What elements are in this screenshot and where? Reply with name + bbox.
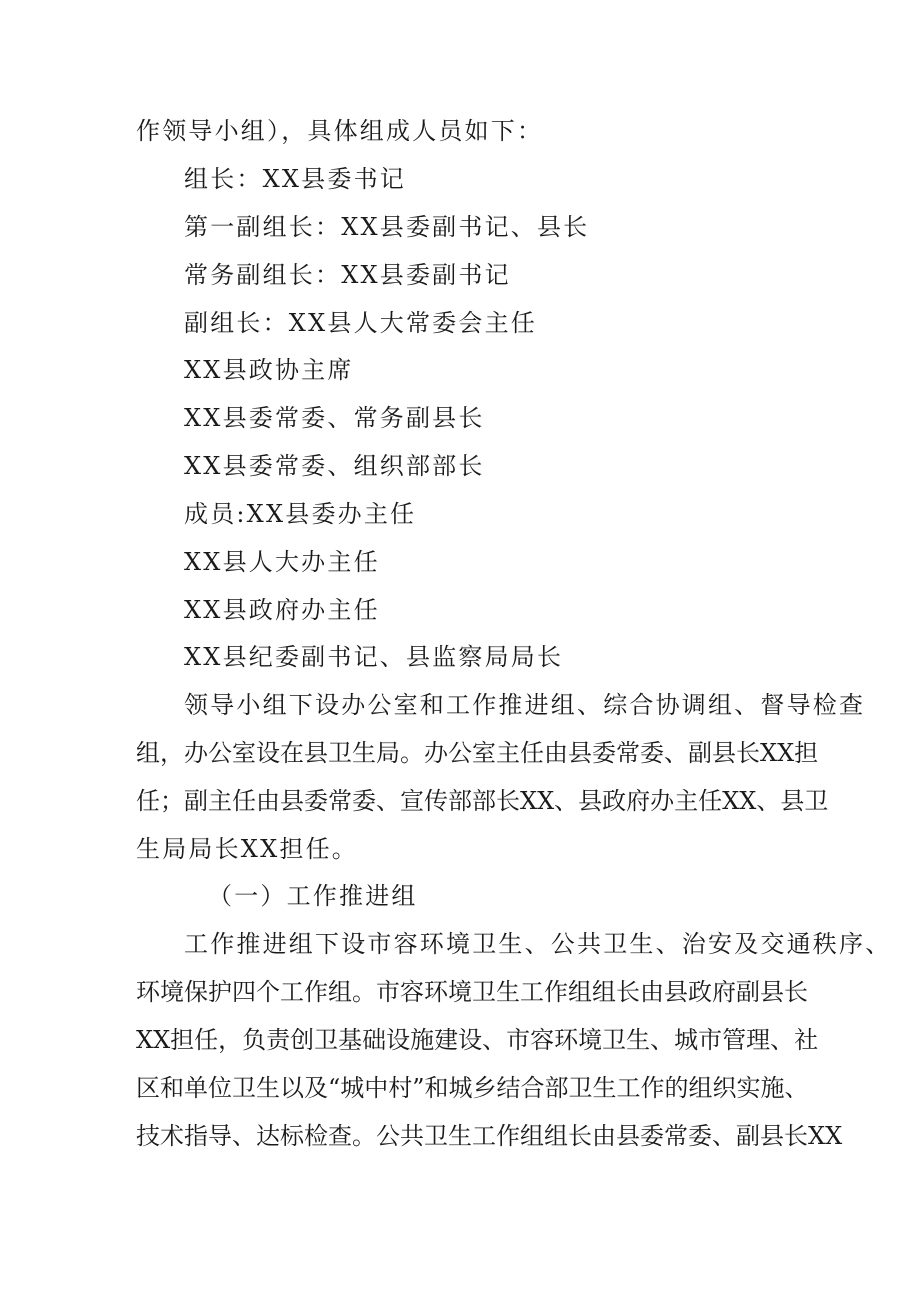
text-line: 技术指导、达标检查。公共卫生工作组组长由县委常委、副县长XX (136, 1122, 843, 1150)
text-line: 副组长：XX县人大常委会主任 (184, 309, 537, 337)
text-line: 成员:XX县委办主任 (184, 500, 417, 528)
text-line: 作领导小组），具体组成人员如下： (136, 117, 544, 145)
section-heading: （一）工作推进组 (208, 882, 418, 910)
text-line: 常务副组长：XX县委副书记 (184, 261, 511, 289)
text-line: XX县政府办主任 (184, 596, 380, 624)
text-line: 环境保护四个工作组。市容环境卫生工作组组长由县政府副县长 (136, 978, 808, 1006)
text-line: XX县人大办主任 (184, 548, 380, 576)
text-line: XX县委常委、常务副县长 (184, 404, 485, 432)
text-line: XX县纪委副书记、县监察局局长 (184, 643, 564, 671)
text-line: 第一副组长：XX县委副书记、县长 (184, 213, 590, 241)
text-line: 组长：XX县委书记 (184, 165, 406, 193)
text-line: 组，办公室设在县卫生局。办公室主任由县委常委、副县长XX担 (136, 739, 819, 767)
text-line: 生局局长XX担任。 (136, 835, 358, 863)
text-line: XX县委常委、组织部部长 (184, 452, 485, 480)
text-line: 区和单位卫生以及“城中村”和城乡结合部卫生工作的组织实施、 (136, 1074, 809, 1102)
text-line: 工作推进组下设市容环境卫生、公共卫生、治安及交通秩序、 (184, 930, 892, 958)
text-line: XX县政协主席 (184, 356, 354, 384)
text-line: 领导小组下设办公室和工作推进组、综合协调组、督导检查 (184, 691, 866, 719)
text-line: 任；副主任由县委常委、宣传部部长XX、县政府办主任XX、县卫 (136, 787, 829, 815)
text-line: XX担任，负责创卫基础设施建设、市容环境卫生、城市管理、社 (136, 1026, 819, 1054)
